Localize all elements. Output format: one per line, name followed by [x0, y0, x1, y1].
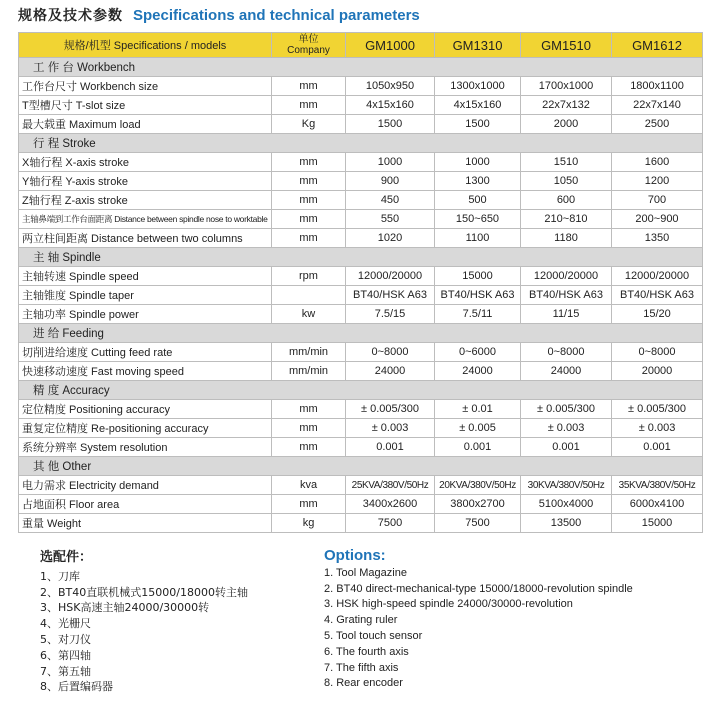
row-value: 1050x950 — [346, 77, 435, 96]
row-value: 1350 — [612, 229, 703, 248]
row-value: 200~900 — [612, 210, 703, 229]
row-value: 25KVA/380V/50Hz — [346, 476, 435, 495]
row-unit: mm — [272, 191, 346, 210]
row-value: BT40/HSK A63 — [346, 286, 435, 305]
row-value: 35KVA/380V/50Hz — [612, 476, 703, 495]
row-unit: mm — [272, 210, 346, 229]
header-unit-en: Company — [287, 45, 330, 56]
row-value: 550 — [346, 210, 435, 229]
row-label: 工作台尺寸 Workbench size — [19, 77, 272, 96]
row-value: 1300 — [435, 172, 521, 191]
row-label: 主轴鼻端到工作台面距离 Distance between spindle nose to worktable — [19, 210, 272, 229]
row-value: 4x15x160 — [435, 96, 521, 115]
row-value: 12000/20000 — [612, 267, 703, 286]
title-english: Specifications and technical parameters — [133, 7, 420, 24]
row-value: 150~650 — [435, 210, 521, 229]
row-value: 0~8000 — [612, 343, 703, 362]
row-value: ± 0.003 — [346, 419, 435, 438]
row-unit: mm — [272, 172, 346, 191]
row-value: 2500 — [612, 115, 703, 134]
row-value: 30KVA/380V/50Hz — [521, 476, 612, 495]
table-row — [19, 191, 703, 210]
header-spec: 规格/机型 Specifications / models — [19, 33, 272, 58]
option-item: 3. HSK high-speed spindle 24000/30000-revolution — [324, 598, 573, 611]
row-label: 重复定位精度 Re-positioning accuracy — [19, 419, 272, 438]
row-value: 500 — [435, 191, 521, 210]
row-value: 1200 — [612, 172, 703, 191]
row-value: 1800x1100 — [612, 77, 703, 96]
row-label: 两立柱间距离 Distance between two columns — [19, 229, 272, 248]
row-value: 20KVA/380V/50Hz — [435, 476, 521, 495]
row-value: 1500 — [435, 115, 521, 134]
row-value: BT40/HSK A63 — [521, 286, 612, 305]
row-value: 3400x2600 — [346, 495, 435, 514]
row-value: 1000 — [435, 153, 521, 172]
row-value: 1300x1000 — [435, 77, 521, 96]
row-value: 7500 — [435, 514, 521, 533]
row-value: 600 — [521, 191, 612, 210]
row-value: 3800x2700 — [435, 495, 521, 514]
row-unit — [272, 286, 346, 305]
option-item: 6. The fourth axis — [324, 645, 409, 658]
options-english — [324, 548, 633, 692]
row-label: 定位精度 Positioning accuracy — [19, 400, 272, 419]
row-value: 6000x4100 — [612, 495, 703, 514]
option-item: 3、HSK高速主轴24000/30000转 — [40, 601, 210, 615]
row-unit: mm — [272, 96, 346, 115]
option-item: 2. BT40 direct-mechanical-type 15000/18000-revolution spindle — [324, 582, 633, 595]
row-value: 22x7x132 — [521, 96, 612, 115]
row-label: 主轴锥度 Spindle taper — [19, 286, 272, 305]
section-title: 精 度 Accuracy — [19, 381, 703, 400]
option-item: 7. The fifth axis — [324, 661, 399, 674]
option-item: 4. Grating ruler — [324, 614, 398, 627]
row-value: 24000 — [435, 362, 521, 381]
section-row — [19, 457, 703, 476]
row-value: 7500 — [346, 514, 435, 533]
row-value: 1000 — [346, 153, 435, 172]
row-value: 7.5/11 — [435, 305, 521, 324]
header-model: GM1510 — [521, 33, 612, 58]
row-unit: kg — [272, 514, 346, 533]
row-value: ± 0.005 — [435, 419, 521, 438]
row-value: 0.001 — [521, 438, 612, 457]
table-row — [19, 400, 703, 419]
row-value: 22x7x140 — [612, 96, 703, 115]
table-row — [19, 419, 703, 438]
row-value: 0~8000 — [346, 343, 435, 362]
row-unit: mm/min — [272, 362, 346, 381]
header-model: GM1310 — [435, 33, 521, 58]
row-value: 2000 — [521, 115, 612, 134]
row-value: 15000 — [612, 514, 703, 533]
row-value: 5100x4000 — [521, 495, 612, 514]
option-item: 5、对刀仪 — [40, 632, 91, 646]
row-value: 0.001 — [346, 438, 435, 457]
row-value: 15/20 — [612, 305, 703, 324]
row-unit: mm — [272, 419, 346, 438]
row-label: 重量 Weight — [19, 514, 272, 533]
row-value: ± 0.003 — [612, 419, 703, 438]
row-value: 1180 — [521, 229, 612, 248]
section-row — [19, 324, 703, 343]
option-item: 2、BT40直联机械式15000/18000转主轴 — [40, 585, 248, 599]
table-row — [19, 286, 703, 305]
option-item: 6、第四轴 — [40, 648, 91, 662]
row-label: X轴行程 X-axis stroke — [19, 153, 272, 172]
row-value: 0~8000 — [521, 343, 612, 362]
row-unit: mm — [272, 229, 346, 248]
table-row — [19, 115, 703, 134]
section-title: 行 程 Stroke — [19, 134, 703, 153]
row-unit: kva — [272, 476, 346, 495]
section-title: 工 作 台 Workbench — [19, 58, 703, 77]
row-unit: rpm — [272, 267, 346, 286]
row-label: 系统分辨率 System resolution — [19, 438, 272, 457]
table-row — [19, 438, 703, 457]
row-value: 4x15x160 — [346, 96, 435, 115]
table-row — [19, 210, 703, 229]
row-value: 15000 — [435, 267, 521, 286]
option-item: 1、刀库 — [40, 569, 80, 583]
table-row — [19, 514, 703, 533]
section-title: 其 他 Other — [19, 457, 703, 476]
row-value: 12000/20000 — [521, 267, 612, 286]
row-value: 900 — [346, 172, 435, 191]
row-label: 占地面积 Floor area — [19, 495, 272, 514]
spec-table — [18, 32, 703, 533]
row-value: 24000 — [521, 362, 612, 381]
options-english-heading: Options: — [324, 547, 386, 564]
row-label: T型槽尺寸 T-slot size — [19, 96, 272, 115]
page-title — [18, 5, 420, 25]
row-value: 12000/20000 — [346, 267, 435, 286]
header-unit — [272, 33, 346, 58]
row-value: ± 0.005/300 — [612, 400, 703, 419]
section-row — [19, 381, 703, 400]
row-value: 0.001 — [435, 438, 521, 457]
table-row — [19, 153, 703, 172]
row-value: 1600 — [612, 153, 703, 172]
row-value: 210~810 — [521, 210, 612, 229]
option-item: 7、第五轴 — [40, 664, 91, 678]
header-model: GM1612 — [612, 33, 703, 58]
table-row — [19, 267, 703, 286]
table-row — [19, 362, 703, 381]
row-value: 1020 — [346, 229, 435, 248]
table-row — [19, 476, 703, 495]
table-row — [19, 77, 703, 96]
row-value: 0.001 — [612, 438, 703, 457]
row-value: 20000 — [612, 362, 703, 381]
section-row — [19, 248, 703, 267]
row-value: 450 — [346, 191, 435, 210]
row-label: Y轴行程 Y-axis stroke — [19, 172, 272, 191]
table-row — [19, 495, 703, 514]
row-value: 1050 — [521, 172, 612, 191]
row-label: Z轴行程 Z-axis stroke — [19, 191, 272, 210]
header-model: GM1000 — [346, 33, 435, 58]
row-unit: mm — [272, 400, 346, 419]
options-chinese — [40, 550, 248, 695]
row-label: 切削进给速度 Cutting feed rate — [19, 343, 272, 362]
section-row — [19, 58, 703, 77]
section-row — [19, 134, 703, 153]
row-unit: Kg — [272, 115, 346, 134]
option-item: 8. Rear encoder — [324, 677, 403, 690]
table-row — [19, 96, 703, 115]
row-value: BT40/HSK A63 — [435, 286, 521, 305]
option-item: 8、后置编码器 — [40, 680, 113, 694]
row-value: 1700x1000 — [521, 77, 612, 96]
row-value: 11/15 — [521, 305, 612, 324]
row-label: 主轴转速 Spindle speed — [19, 267, 272, 286]
row-label: 电力需求 Electricity demand — [19, 476, 272, 495]
row-value: ± 0.005/300 — [521, 400, 612, 419]
row-label: 最大载重 Maximum load — [19, 115, 272, 134]
table-row — [19, 229, 703, 248]
table-header-row — [19, 33, 703, 58]
row-value: BT40/HSK A63 — [612, 286, 703, 305]
row-value: 0~6000 — [435, 343, 521, 362]
row-value: ± 0.003 — [521, 419, 612, 438]
row-unit: mm — [272, 438, 346, 457]
row-unit: mm/min — [272, 343, 346, 362]
table-row — [19, 343, 703, 362]
row-unit: mm — [272, 495, 346, 514]
section-title: 进 给 Feeding — [19, 324, 703, 343]
section-title: 主 轴 Spindle — [19, 248, 703, 267]
table-row — [19, 172, 703, 191]
table-row — [19, 305, 703, 324]
row-value: 1100 — [435, 229, 521, 248]
row-value: ± 0.01 — [435, 400, 521, 419]
row-unit: mm — [272, 153, 346, 172]
row-value: 700 — [612, 191, 703, 210]
row-label: 快速移动速度 Fast moving speed — [19, 362, 272, 381]
row-value: 1510 — [521, 153, 612, 172]
row-unit: mm — [272, 77, 346, 96]
title-chinese: 规格及技术参数 — [18, 8, 123, 24]
row-value: 7.5/15 — [346, 305, 435, 324]
row-unit: kw — [272, 305, 346, 324]
header-unit-zh: 单位 — [298, 34, 319, 45]
row-value: ± 0.005/300 — [346, 400, 435, 419]
option-item: 4、光栅尺 — [40, 617, 91, 631]
row-value: 1500 — [346, 115, 435, 134]
row-value: 24000 — [346, 362, 435, 381]
row-value: 13500 — [521, 514, 612, 533]
option-item: 1. Tool Magazine — [324, 566, 407, 579]
option-item: 5. Tool touch sensor — [324, 629, 423, 642]
row-label: 主轴功率 Spindle power — [19, 305, 272, 324]
options-chinese-heading: 选配件： — [40, 550, 93, 565]
